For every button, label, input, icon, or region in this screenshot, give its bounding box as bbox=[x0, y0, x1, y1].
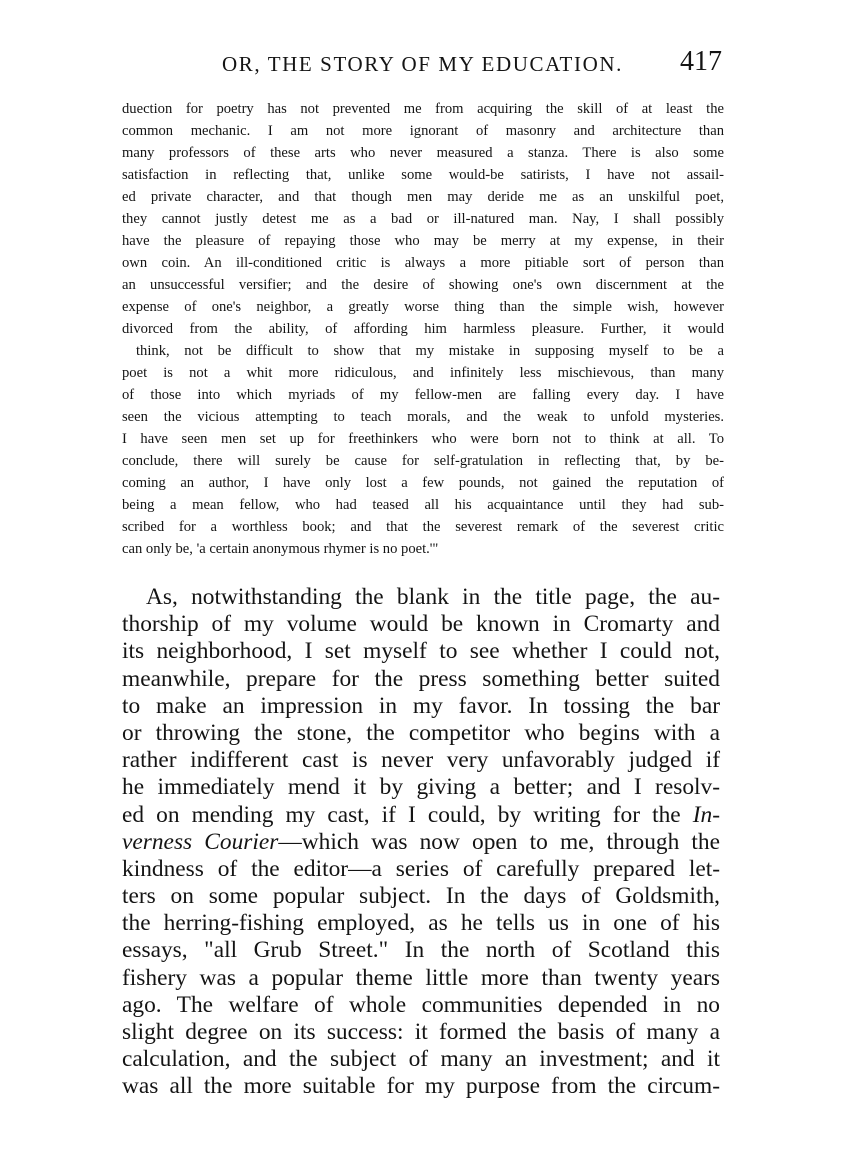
quote-line: have the pleasure of repaying those who may be merry at my expense, in their bbox=[122, 233, 724, 249]
quote-line: poet is not a whit more ridiculous, and infinitely less mischievous, than many bbox=[122, 365, 724, 381]
quote-line: of those into which myriads of my fellow-men are falling every day. I have bbox=[122, 387, 724, 403]
body-line: slight degree on its success: it formed the basis of many a bbox=[122, 1019, 720, 1045]
quote-line: can only be, 'a certain anonymous rhymer is no poet.'" bbox=[122, 541, 439, 557]
body-line: its neighborhood, I set myself to see whether I could not, bbox=[122, 638, 720, 665]
body-line: thorship of my volume would be known in Cromarty and bbox=[122, 611, 720, 638]
quote-line: they cannot justly detest me as a bad or ill-natured man. Nay, I shall possibly bbox=[122, 211, 724, 227]
body-line: meanwhile, prepare for the press something better suited bbox=[122, 665, 720, 692]
quote-line: divorced from the ability, of affording him harmless pleasure. Further, it would bbox=[122, 321, 724, 337]
body-line: essays, "all Grub Street." In the north of Scotland this bbox=[122, 937, 720, 964]
quote-line: I have seen men set up for freethinkers who were born not to think at all. To bbox=[122, 431, 724, 447]
body-line bbox=[122, 829, 720, 856]
quote-line: own coin. An ill-conditioned critic is always a more pitiable sort of person than bbox=[122, 255, 724, 271]
quote-line: expense of one's neighbor, a greatly worse thing than the simple wish, however bbox=[122, 299, 724, 315]
body-line: he immediately mend it by giving a better; and I resolv- bbox=[122, 774, 720, 801]
quote-line: think, not be difficult to show that my mistake in supposing myself to be a bbox=[136, 343, 724, 359]
quote-line: scribed for a worthless book; and that the severest remark of the severest critic bbox=[122, 519, 724, 535]
quote-line: common mechanic. I am not more ignorant of masonry and architecture than bbox=[122, 123, 724, 139]
quote-line: seen the vicious attempting to teach morals, and the weak to unfold mysteries. bbox=[122, 409, 724, 425]
running-title: OR, THE STORY OF MY EDUCATION. bbox=[222, 52, 623, 76]
body-paragraph bbox=[122, 584, 720, 1101]
italic-title-fragment: In- bbox=[692, 801, 720, 828]
quote-line: being a mean fellow, who had teased all his acquaintance until they had sub- bbox=[122, 497, 724, 513]
quote-line: duection for poetry has not prevented me from acquiring the skill of at least the bbox=[122, 101, 724, 117]
body-line: or throwing the stone, the competitor who begins with a bbox=[122, 719, 720, 746]
body-line: ago. The welfare of whole communities depended in no bbox=[122, 991, 720, 1018]
body-line bbox=[122, 802, 720, 829]
italic-newspaper-title: verness Courier bbox=[122, 828, 279, 855]
quote-line: ed private character, and that though men may deride me as an unskilful poet, bbox=[122, 189, 724, 205]
quote-line: conclude, there will surely be cause for self-gratulation in reflecting that, by be- bbox=[122, 453, 724, 469]
body-line-text: —which was now open to me, through the bbox=[278, 828, 720, 855]
quote-line: an unsuccessful versifier; and the desire of showing one's own discernment at the bbox=[122, 277, 724, 293]
body-line-text: ed on mending my cast, if I could, by writing for the bbox=[122, 801, 681, 828]
quoted-passage bbox=[122, 98, 724, 560]
body-line: the herring-fishing employed, as he tells us in one of his bbox=[122, 910, 720, 937]
body-line: ters on some popular subject. In the days of Goldsmith, bbox=[122, 883, 720, 910]
body-line: rather indifferent cast is never very unfavorably judged if bbox=[122, 747, 720, 774]
body-line: fishery was a popular theme little more than twenty years bbox=[122, 964, 720, 991]
body-line: kindness of the editor—a series of carefully prepared let- bbox=[122, 855, 720, 882]
body-line: was all the more suitable for my purpose from the circum- bbox=[122, 1073, 720, 1100]
body-line: to make an impression in my favor. In tossing the bar bbox=[122, 692, 720, 719]
page-number: 417 bbox=[680, 46, 722, 77]
quote-line: many professors of these arts who never measured a stanza. There is also some bbox=[122, 145, 724, 161]
quote-line: satisfaction in reflecting that, unlike some would-be satirists, I have not assail- bbox=[122, 167, 724, 183]
body-line: calculation, and the subject of many an investment; and it bbox=[122, 1046, 720, 1073]
running-header bbox=[122, 46, 724, 82]
quote-line: coming an author, I have only lost a few pounds, not gained the reputation of bbox=[122, 475, 724, 491]
body-line: As, notwithstanding the blank in the title page, the au- bbox=[146, 584, 720, 610]
